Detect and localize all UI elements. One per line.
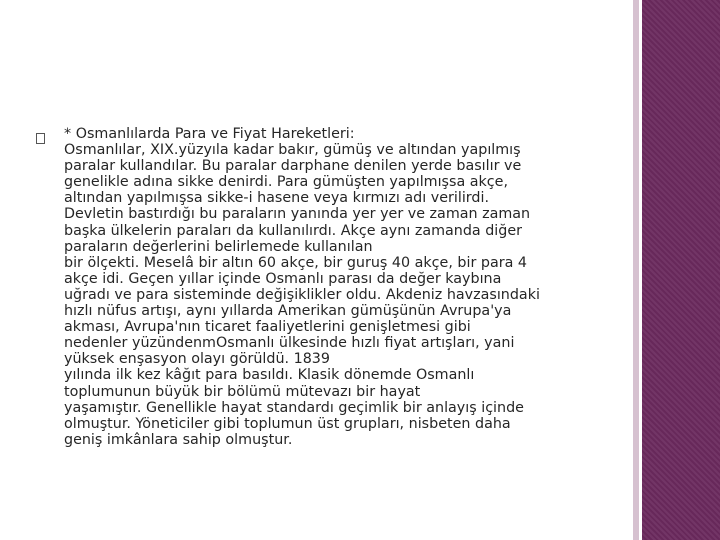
accent-stripe-light xyxy=(633,0,639,540)
text-line: olmuştur. Yöneticiler gibi toplumun üst grupları, nisbeten daha xyxy=(64,415,511,432)
text-line: hızlı nüfus artışı, aynı yıllarda Amerikan gümüşünün Avrupa'ya xyxy=(64,303,512,320)
text-line: başka ülkelerin paraları da kullanılırdı. Akçe aynı zamanda diğer xyxy=(64,222,523,239)
text-line: paraların değerlerini belirlemede kullanılan xyxy=(64,238,373,255)
text-line: yaşamıştır. Genellikle hayat standardı geçimlik bir anlayış içinde xyxy=(64,399,524,416)
text-line: genelikle adına sikke denirdi. Para gümüşten yapılmışsa akçe, xyxy=(64,174,509,191)
text-line: Osmanlılar, XIX.yüzyıla kadar bakır, gümüş ve altından yapılmış xyxy=(64,142,521,159)
text-line: toplumunun büyük bir bölümü mütevazı bir hayat xyxy=(64,383,421,400)
accent-stripe xyxy=(642,0,720,540)
text-line: akması, Avrupa'nın ticaret faaliyetlerini genişletmesi gibi xyxy=(64,319,471,336)
text-line: nedenler yüzündenmOsmanlı ülkesinde hızlı fiyat artışları, yani xyxy=(64,335,515,352)
text-line: geniş imkânlara sahip olmuştur. xyxy=(64,431,293,448)
text-line: altından yapılmışsa sikke-i hasene veya kırmızı adı verilirdi. xyxy=(64,190,490,207)
square-bullet-icon xyxy=(36,133,45,144)
text-line: akçe idi. Geçen yıllar içinde Osmanlı parası da değer kaybına xyxy=(64,270,502,287)
text-line: yüksek enşasyon olayı görüldü. 1839 xyxy=(64,351,331,368)
text-line: uğradı ve para sisteminde değişiklikler oldu. Akdeniz havzasındaki xyxy=(64,286,540,303)
text-line: yılında ilk kez kâğıt para basıldı. Klasik dönemde Osmanlı xyxy=(64,367,475,384)
text-line: * Osmanlılarda Para ve Fiyat Hareketleri: xyxy=(64,126,355,142)
text-line: bir ölçekti. Meselâ bir altın 60 akçe, bir guruş 40 akçe, bir para 4 xyxy=(64,254,528,271)
bullet-text xyxy=(64,126,612,448)
text-line: Devletin bastırdığı bu paraların yanında yer yer ve zaman zaman xyxy=(64,206,531,223)
text-line: paralar kullandılar. Bu paralar darphane denilen yerde basılır ve xyxy=(64,158,522,175)
